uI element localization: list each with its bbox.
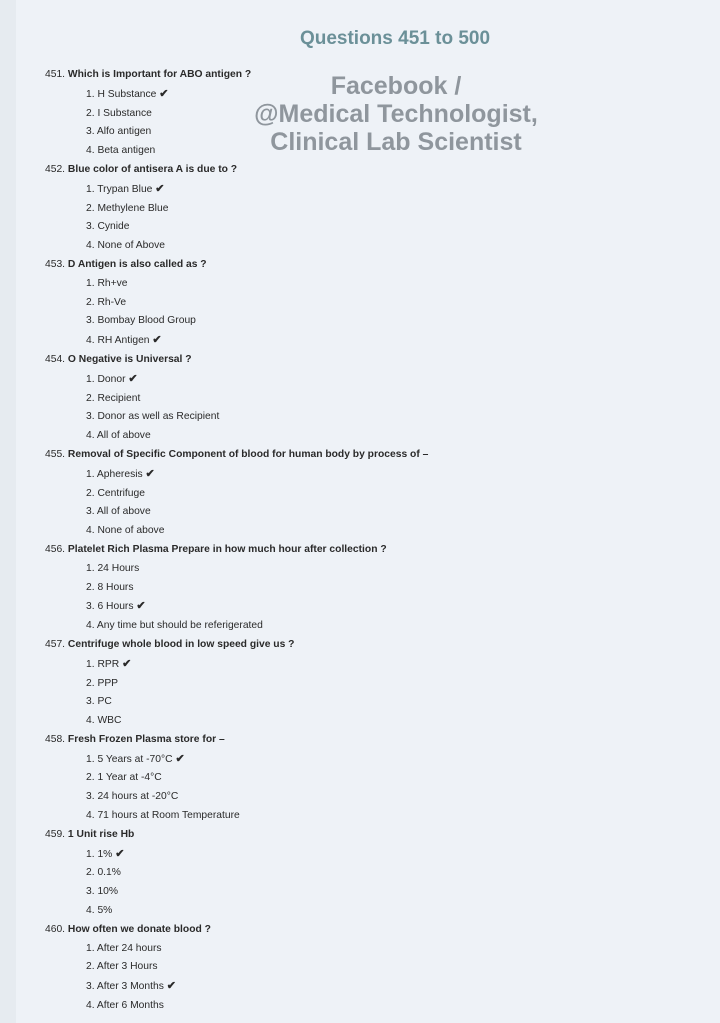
question <box>45 446 705 465</box>
option-label: 2. Methylene Blue <box>86 202 169 214</box>
checkmark-icon: ✔ <box>175 752 185 765</box>
option-label: 1. Rh+ve <box>86 277 128 289</box>
document-page <box>16 0 720 1023</box>
answer-option <box>45 390 705 409</box>
question-number: 454. <box>45 353 66 365</box>
question-number: 459. <box>45 828 66 840</box>
option-label: 3. After 3 Months <box>86 981 164 993</box>
answer-option <box>45 503 705 522</box>
question <box>45 66 705 85</box>
question-number: 460. <box>45 923 66 935</box>
question <box>45 256 705 275</box>
option-label: 4. After 6 Months <box>86 1000 164 1012</box>
question-number: 455. <box>45 448 66 460</box>
option-label: 4. Any time but should be referigerated <box>86 620 263 632</box>
answer-option <box>45 275 705 294</box>
option-label: 2. After 3 Hours <box>86 961 158 973</box>
watermark-line-1: Facebook / <box>330 72 462 100</box>
question <box>45 636 705 655</box>
answer-option <box>45 522 705 541</box>
answer-option <box>45 105 705 124</box>
answer-option <box>45 788 705 807</box>
question <box>45 826 705 845</box>
question-text: O Negative is Universal ? <box>67 353 192 365</box>
option-label: 3. 10% <box>86 886 119 898</box>
option-label: 1. Trypan Blue <box>86 183 153 195</box>
answer-option <box>45 237 705 256</box>
answer-option <box>45 693 705 712</box>
question-number: 456. <box>45 543 66 555</box>
answer-option <box>45 597 705 617</box>
answer-option <box>45 485 705 504</box>
answer-option <box>45 675 705 694</box>
option-label: 3. PC <box>86 696 112 708</box>
answer-option <box>45 655 705 675</box>
option-label: 3. Donor as well as Recipient <box>86 411 220 423</box>
option-label: 2. I Substance <box>86 107 152 119</box>
option-label: 1. 5 Years at -70°C <box>86 753 173 765</box>
question-list <box>45 66 705 1016</box>
checkmark-icon: ✔ <box>145 467 155 480</box>
checkmark-icon: ✔ <box>128 372 138 385</box>
option-label: 4. 5% <box>86 905 113 917</box>
answer-option <box>45 408 705 427</box>
question <box>45 541 705 560</box>
question-text: Removal of Specific Component of blood for human body by process of – <box>67 448 429 460</box>
checkmark-icon: ✔ <box>155 182 165 195</box>
page-title: Questions 451 to 500 <box>299 28 491 49</box>
option-label: 4. None of Above <box>86 240 166 252</box>
question-number: 458. <box>45 733 66 745</box>
answer-option <box>45 294 705 313</box>
question-text: Which is Important for ABO antigen ? <box>67 69 252 80</box>
question-number: 451. <box>45 69 66 80</box>
question-number: 457. <box>45 638 66 650</box>
answer-option <box>45 769 705 788</box>
option-label: 2. PPP <box>86 677 119 689</box>
answer-option <box>45 750 705 770</box>
option-label: 1. RPR <box>86 658 120 670</box>
option-label: 2. 1 Year at -4°C <box>86 772 162 784</box>
question-text: Fresh Frozen Plasma store for – <box>67 733 225 745</box>
option-label: 4. Beta antigen <box>86 145 156 157</box>
answer-option <box>45 331 705 351</box>
option-label: 4. All of above <box>86 430 151 442</box>
answer-option <box>45 958 705 977</box>
watermark-line-2: @Medical Technologist, <box>254 100 538 128</box>
option-label: 4. None of above <box>86 525 165 537</box>
answer-option <box>45 312 705 331</box>
option-label: 3. 24 hours at -20°C <box>86 791 179 803</box>
option-label: 3. Cynide <box>86 221 130 233</box>
question <box>45 731 705 750</box>
answer-option <box>45 940 705 959</box>
option-label: 1. After 24 hours <box>86 942 162 954</box>
answer-option <box>45 218 705 237</box>
question-text: 1 Unit rise Hb <box>67 828 135 840</box>
answer-option <box>45 712 705 731</box>
question <box>45 351 705 370</box>
option-label: 4. WBC <box>86 715 122 727</box>
checkmark-icon: ✔ <box>122 657 132 670</box>
answer-option <box>45 142 705 161</box>
answer-option <box>45 465 705 485</box>
answer-option <box>45 370 705 390</box>
question-text: Centrifuge whole blood in low speed give us ? <box>67 638 295 650</box>
answer-option <box>45 845 705 865</box>
option-label: 4. 71 hours at Room Temperature <box>86 810 240 822</box>
question <box>45 921 705 940</box>
checkmark-icon: ✔ <box>136 600 146 613</box>
question <box>45 161 705 180</box>
answer-option <box>45 864 705 883</box>
option-label: 2. 8 Hours <box>86 581 134 593</box>
checkmark-icon: ✔ <box>166 980 176 993</box>
checkmark-icon: ✔ <box>115 847 125 860</box>
option-label: 4. RH Antigen <box>86 335 150 347</box>
answer-option <box>45 427 705 446</box>
option-label: 2. Recipient <box>86 392 141 404</box>
answer-option <box>45 902 705 921</box>
option-label: 1. Donor <box>86 373 126 385</box>
option-label: 1. 1% <box>86 848 113 860</box>
answer-option <box>45 123 705 142</box>
option-label: 3. Bombay Blood Group <box>86 315 196 327</box>
answer-option <box>45 883 705 902</box>
question-number: 453. <box>45 258 66 270</box>
question-text: How often we donate blood ? <box>67 923 211 935</box>
question-text: Platelet Rich Plasma Prepare in how much hour after collection ? <box>67 543 387 555</box>
answer-option <box>45 200 705 219</box>
option-label: 1. 24 Hours <box>86 562 140 574</box>
answer-option <box>45 977 705 997</box>
checkmark-icon: ✔ <box>159 87 169 100</box>
option-label: 2. 0.1% <box>86 867 121 879</box>
answer-option <box>45 997 705 1016</box>
question-text: D Antigen is also called as ? <box>67 258 207 270</box>
answer-option <box>45 180 705 200</box>
option-label: 3. Alfo antigen <box>86 126 152 138</box>
question-number: 452. <box>45 163 66 175</box>
answer-option <box>45 617 705 636</box>
option-label: 3. All of above <box>86 506 151 518</box>
answer-option <box>45 85 705 105</box>
option-label: 2. Centrifuge <box>86 487 145 499</box>
option-label: 1. H Substance <box>86 88 157 100</box>
answer-option <box>45 807 705 826</box>
answer-option <box>45 579 705 598</box>
answer-option <box>45 560 705 579</box>
option-label: 3. 6 Hours <box>86 601 134 613</box>
question-text: Blue color of antisera A is due to ? <box>67 163 238 175</box>
checkmark-icon: ✔ <box>152 334 162 347</box>
watermark-line-3: Clinical Lab Scientist <box>270 128 522 156</box>
option-label: 2. Rh-Ve <box>86 296 127 308</box>
option-label: 1. Apheresis <box>86 468 143 480</box>
